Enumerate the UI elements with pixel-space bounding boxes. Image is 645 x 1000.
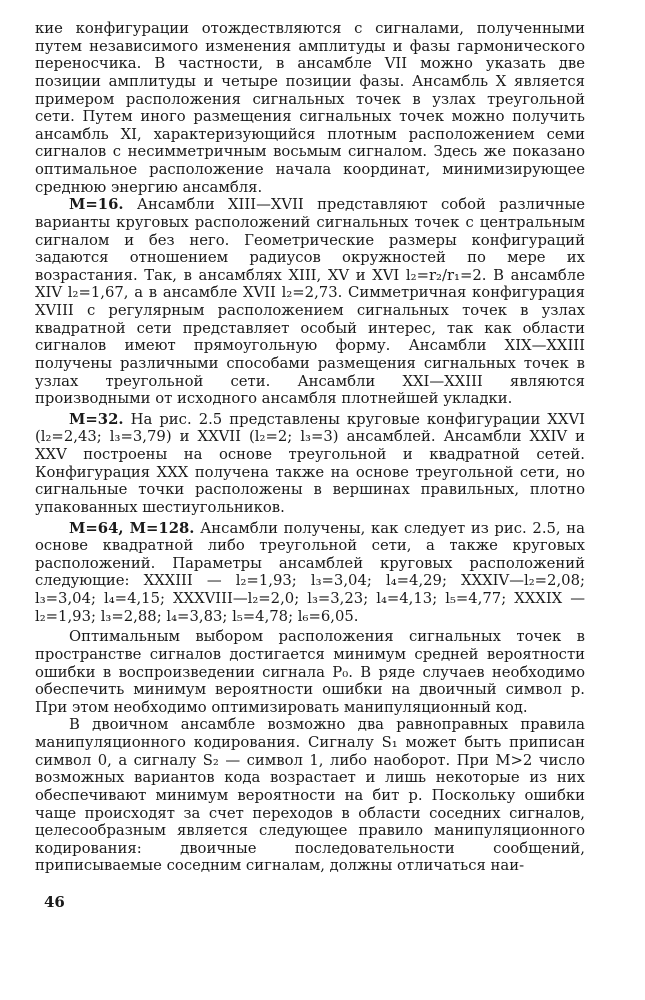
document-page <box>35 20 585 875</box>
paragraph-3-lead: M=32. <box>69 410 124 428</box>
paragraph-4-text: Ансамбли получены, как следует из рис. 2.5, на основе квадратной либо треугольной сети, а также круговых расположений. Параметры ансамблей круговых расположений следующие: XXXIII — l₂=1,93; l₃=3,04; l₄=4,29; XXXIV—l₂=2,08; l₃=3,04; l₄=4,15; XXXVIII—l₂=2,0; l₃=3,23; l₄=4,13; l₅=4,77; XXXIX — l₂=1,93; l₃=2,88; l₄=3,83; l₅=4,78; l₆=6,05. <box>35 519 585 625</box>
paragraph-2-lead: M=16. <box>69 196 124 214</box>
paragraph-1-text: кие конфигурации отождествляются с сигналами, полученными путем независимого изменения амплитуды и фазы гармонического переносчика. В частности, в ансамбле VII можно указать две позиции амплитуды и четыре позиции фазы. Ансамбль X является примером расположения сигнальных точек в узлах треугольной сети. Путем иного размещения сигнальных точек можно получить ансамбль XI, характеризующийся плотным расположением семи сигналов с несимметричным восьмым сигналом. Здесь же показано оптимальное расположение начала координат, минимизирующее среднюю энергию ансамбля. <box>35 20 585 196</box>
paragraph-6-text: В двоичном ансамбле возможно два равноправных правила манипуляционного кодирования. Сигналу S₁ может быть приписан символ 0, а сигналу S₂ — символ 1, либо наоборот. При M>2 число возможных вариантов кода возрастает и лишь некоторые из них обеспечивают минимум вероятности на бит p. Поскольку ошибки чаще происходят за счет переходов в области соседних сигналов, целесообразным является следующее правило манипуляционного кодирования: двоичные последовательности сообщений, приписываемые соседним сигналам, должны отличаться наи- <box>35 716 585 875</box>
paragraph-5-text: Оптимальным выбором расположения сигнальных точек в пространстве сигналов достигается минимум средней вероятности ошибки в воспроизведении сигнала P₀. В ряде случаев необходимо обеспечить минимум вероятности ошибки на двоичный символ p. При этом необходимо оптимизировать манипуляционный код. <box>35 628 585 716</box>
paragraph-2-text: Ансамбли XIII—XVII представляют собой различные варианты круговых расположений сигнальных точек с центральным сигналом и без него. Геометрические размеры конфигураций задаются отношением радиусов окружностей по мере их возрастания. Так, в ансамблях XIII, XV и XVI l₂=r₂/r₁=2. В ансамбле XIV l₂=1,67, а в ансамбле XVII l₂=2,73. Симметричная конфигурация XVIII с регулярным расположением сигнальных точек в узлах квадратной сети представляет особый интерес, так как области сигналов имеют прямоугольную форму. Ансамбли XIX—XXIII получены различными способами размещения сигнальных точек в узлах треугольной сети. Ансамбли XXI—XXIII являются производными от исходного ансамбля плотнейшей укладки. <box>35 196 585 408</box>
paragraph-6 <box>35 716 585 875</box>
paragraph-1 <box>35 20 585 196</box>
paragraph-3-text: На рис. 2.5 представлены круговые конфигурации XXVI (l₂=2,43; l₃=3,79) и XXVII (l₂=2; l₃=3) ансамблей. Ансамбли XXIV и XXV построены на основе треугольной и квадратной сетей. Конфигурация XXX получена также на основе треугольной сети, но сигнальные точки расположены в вершинах правильных, плотно упакованных шестиугольников. <box>35 410 585 516</box>
paragraph-4-lead: M=64, M=128. <box>69 519 195 537</box>
paragraph-2 <box>35 196 585 408</box>
paragraph-4 <box>35 520 585 626</box>
page-number: 46 <box>44 893 65 911</box>
paragraph-3 <box>35 411 585 517</box>
paragraph-5 <box>35 628 585 716</box>
